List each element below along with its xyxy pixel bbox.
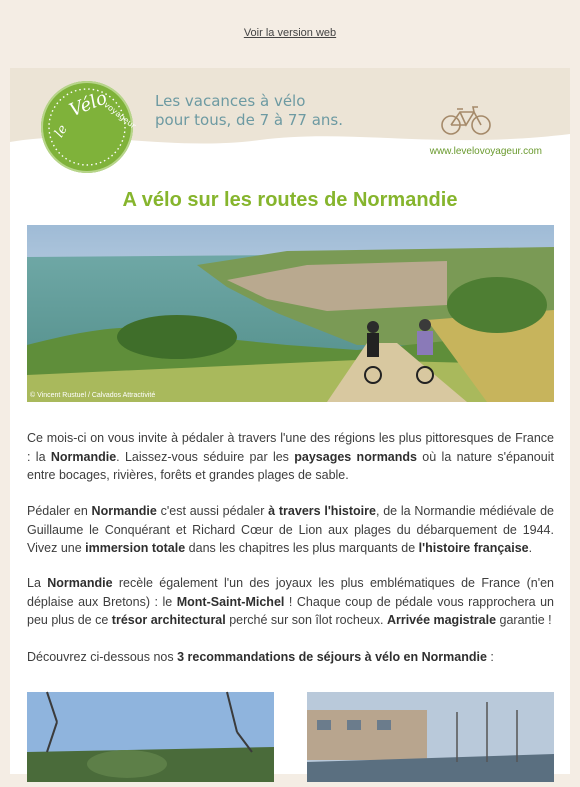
hero-photo-coast-cyclists: [27, 225, 554, 402]
site-url[interactable]: www.levelovoyageur.com: [429, 146, 542, 157]
text-run: perché sur son îlot rocheux.: [225, 613, 387, 627]
tagline: [155, 92, 343, 130]
preheader: [0, 0, 580, 68]
text-run: garantie !: [496, 613, 552, 627]
text-run: Ce mois-ci on vous invite à pédaler à travers l'une des régions les plus pittoresques de France : la: [27, 431, 554, 464]
newsletter-card: [10, 68, 570, 774]
text-run: :: [486, 650, 494, 664]
bold-run: Normandie: [47, 576, 113, 590]
text-run: La: [27, 576, 48, 590]
svg-text:voyageur: voyageur: [102, 100, 138, 131]
recommendations-intro: [27, 648, 554, 667]
mont-saint-michel-paragraph: [27, 574, 554, 630]
web-version-link[interactable]: Voir la version web: [243, 27, 337, 39]
logo-mark: [41, 81, 138, 173]
text-run: c'est aussi pédaler: [156, 504, 269, 518]
text-run: , de la Normandie médiévale de Guillaume le Conquérant et Richard Cœur de Lion aux plages du débarquement de 1944. Vivez une: [27, 504, 554, 555]
text-run: dans les chapitres les plus marquants de: [185, 541, 419, 555]
bold-run: Mont-Saint-Michel: [176, 594, 285, 609]
trip-thumbnail-2[interactable]: [307, 692, 554, 782]
text-run: . Laissez-vous séduire par les: [116, 449, 295, 464]
tagline-line-1: Les vacances à vélo: [155, 92, 306, 110]
text-run: ! Chaque coup de pédale vous rapprochera un peu plus de ce: [27, 594, 554, 627]
trip-thumbnail-1[interactable]: [27, 692, 274, 782]
brand-logo[interactable]: [41, 81, 138, 173]
bold-run: immersion totale: [85, 541, 186, 555]
svg-text:le: le: [51, 122, 71, 141]
bold-run: paysages normands: [294, 449, 417, 464]
history-paragraph: [27, 502, 554, 558]
svg-text:Vélo: Vélo: [66, 87, 111, 122]
bold-run: Arrivée magistrale: [386, 613, 497, 627]
text-run: .: [528, 541, 533, 555]
bicycle-icon: [440, 104, 492, 136]
bold-run: Normandie: [91, 504, 157, 518]
header-banner: [10, 68, 570, 164]
bold-run: l'histoire française: [418, 541, 529, 555]
photo-credit: © Vincent Rustuel / Calvados Attractivité: [30, 392, 156, 399]
bold-run: trésor architectural: [111, 613, 226, 627]
thumbnail-photo-trees: [27, 692, 274, 782]
intro-paragraph: [27, 429, 554, 485]
text-run: recèle également l'un des joyaux les plus emblématiques de France (n'en déplaise aux Bretons) : le: [27, 576, 554, 609]
bold-run: à travers l'histoire: [268, 504, 376, 518]
tagline-line-2: pour tous, de 7 à 77 ans.: [155, 111, 343, 129]
newsletter-title: A vélo sur les routes de Normandie: [122, 189, 458, 211]
text-run: où la nature s'épanouit entre bocages, rivières, forêts et grandes plages de sable.: [27, 449, 554, 482]
bold-run: Normandie: [50, 449, 117, 464]
text-run: Découvrez ci-dessous nos: [27, 650, 178, 664]
hero-image[interactable]: [27, 225, 554, 402]
bold-run: 3 recommandations de séjours à vélo en Normandie: [177, 650, 487, 664]
thumbnail-photo-harbour: [307, 692, 554, 782]
text-run: Pédaler en: [27, 504, 92, 518]
